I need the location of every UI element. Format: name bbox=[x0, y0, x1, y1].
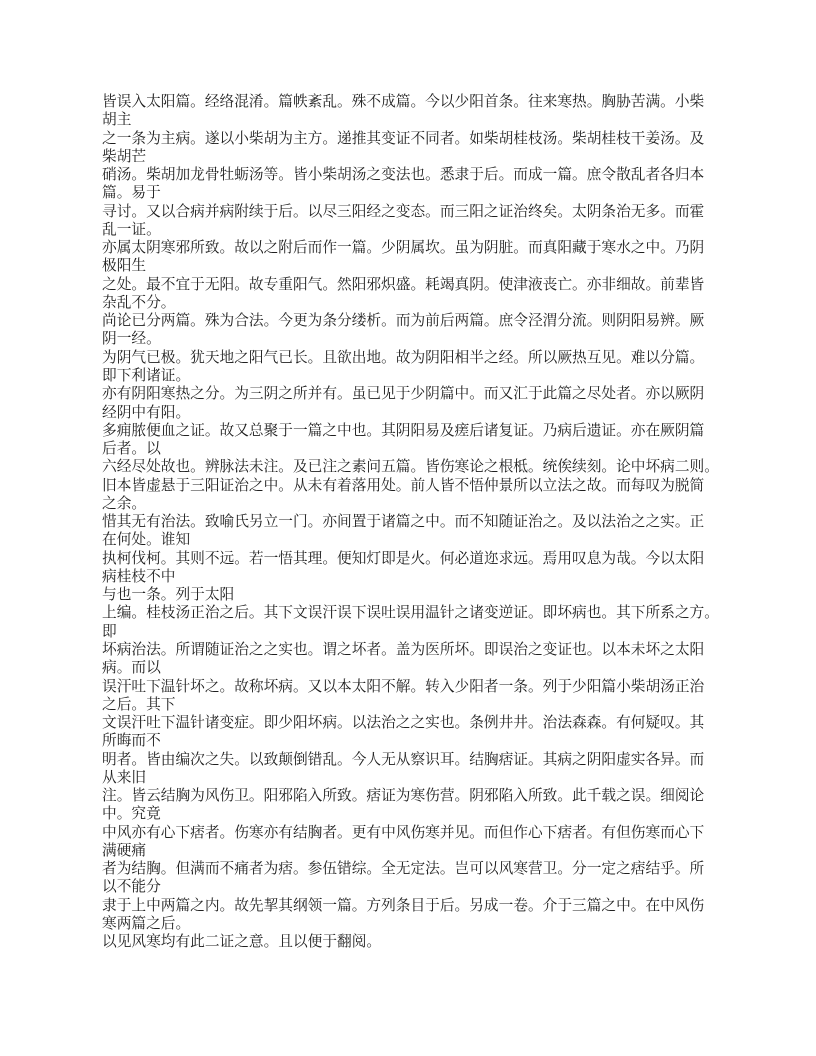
text-line: 明者。皆由编次之失。以致颠倒错乱。今人无从察识耳。结胸痞证。其病之阴阳虚实各异。而 bbox=[102, 750, 705, 768]
text-line: 注。皆云结胸为风伤卫。阳邪陷入所致。痞证为寒伤营。阴邪陷入所致。此千载之误。细阅论 bbox=[102, 787, 705, 805]
text-line: 硝汤。柴胡加龙骨牡蛎汤等。皆小柴胡汤之变法也。悉隶于后。而成一篇。庶令散乱者各归本 bbox=[102, 166, 705, 184]
text-line: 皆误入太阳篇。经络混淆。篇帙紊乱。殊不成篇。今以少阳首条。往来寒热。胸胁苦满。小柴 bbox=[102, 93, 705, 110]
document-text-block bbox=[102, 93, 738, 951]
text-line: 隶于上中两篇之内。故先挈其纲领一篇。方列条目于后。另成一卷。介于三篇之中。在中风伤 bbox=[102, 896, 705, 914]
text-line: 阴一经。 bbox=[102, 330, 161, 348]
text-line: 病桂枝不中 bbox=[102, 567, 176, 585]
text-line: 病。而以 bbox=[102, 659, 161, 677]
text-line: 所晦而不 bbox=[102, 732, 161, 750]
text-line: 即下利诸证。 bbox=[102, 366, 191, 384]
text-line: 柴胡芒 bbox=[102, 147, 147, 165]
text-line: 多痈脓便血之证。故又总聚于一篇之中也。其阴阳易及瘥后诸复证。乃病后遗证。亦在厥阴篇 bbox=[102, 421, 705, 439]
text-line: 即 bbox=[102, 622, 117, 640]
text-line: 极阳生 bbox=[102, 257, 147, 275]
text-line: 与也一条。列于太阳 bbox=[102, 586, 235, 604]
text-line: 文误汗吐下温针诸变症。即少阳坏病。以法治之之实也。条例井井。治法森森。有何疑叹。其 bbox=[102, 714, 705, 732]
text-line: 经阴中有阳。 bbox=[102, 403, 191, 421]
text-line: 之处。最不宜于无阳。故专重阳气。然阳邪炽盛。耗竭真阴。使津液丧亡。亦非细故。前辈皆 bbox=[102, 275, 705, 293]
text-line: 胡主 bbox=[102, 111, 132, 129]
text-line: 以不能分 bbox=[102, 878, 161, 896]
text-line: 之一条为主病。遂以小柴胡为主方。递推其变证不同者。如柴胡桂枝汤。柴胡桂枝干姜汤。及 bbox=[102, 129, 705, 147]
text-line: 后者。以 bbox=[102, 440, 161, 458]
text-line: 尚论已分两篇。殊为合法。今更为条分缕析。而为前后两篇。庶令泾渭分流。则阴阳易辨。厥 bbox=[102, 312, 705, 330]
text-line: 寻讨。又以合病并病附续于后。以尽三阳经之变态。而三阳之证治终矣。太阴条治无多。而霍 bbox=[102, 202, 705, 220]
text-line: 惜其无有治法。致喻氏另立一门。亦间置于诸篇之中。而不知随证治之。及以法治之之实。正 bbox=[102, 513, 705, 531]
text-line: 以见风寒均有此二证之意。且以便于翻阅。 bbox=[102, 933, 382, 951]
text-line: 从来旧 bbox=[102, 768, 147, 786]
text-line: 之后。其下 bbox=[102, 695, 176, 713]
text-line: 执柯伐柯。其则不远。若一悟其理。便知灯即是火。何必道迩求远。焉用叹息为哉。今以太阳 bbox=[102, 549, 705, 567]
text-line: 在何处。谁知 bbox=[102, 531, 191, 549]
text-line: 者为结胸。但满而不痛者为痞。参伍错综。全无定法。岂可以风寒营卫。分一定之痞结乎。所 bbox=[102, 860, 705, 878]
text-line: 六经尽处故也。辨脉法未注。及已注之素问五篇。皆伤寒论之根柢。统俟续刻。论中坏病二则。 bbox=[102, 458, 719, 476]
text-line: 乱一证。 bbox=[102, 220, 161, 238]
text-line: 之余。 bbox=[102, 494, 147, 512]
text-line: 旧本皆虚悬于三阳证治之中。从未有着落用处。前人皆不悟仲景所以立法之故。而每叹为脱简 bbox=[102, 476, 705, 494]
text-line: 为阴气已极。犹天地之阳气已长。且欲出地。故为阴阳相半之经。所以厥热互见。难以分篇。 bbox=[102, 348, 705, 366]
text-line: 中风亦有心下痞者。伤寒亦有结胸者。更有中风伤寒并见。而但作心下痞者。有但伤寒而心下 bbox=[102, 823, 705, 841]
text-line: 寒两篇之后。 bbox=[102, 914, 191, 932]
text-line: 误汗吐下温针坏之。故称坏病。又以本太阳不解。转入少阳者一条。列于少阳篇小柴胡汤正治 bbox=[102, 677, 705, 695]
text-line: 满硬痛 bbox=[102, 841, 147, 859]
text-line: 亦有阴阳寒热之分。为三阴之所并有。虽已见于少阴篇中。而又汇于此篇之尽处者。亦以厥阴 bbox=[102, 385, 705, 403]
text-line: 中。究竟 bbox=[102, 805, 161, 823]
text-line: 上编。桂枝汤正治之后。其下文误汗误下误吐误用温针之诸变逆证。即坏病也。其下所系之方。 bbox=[102, 604, 719, 622]
text-line: 杂乱不分。 bbox=[102, 293, 176, 311]
text-line: 篇。易于 bbox=[102, 184, 161, 202]
text-line: 亦属太阴寒邪所致。故以之附后而作一篇。少阴属坎。虽为阴脏。而真阳藏于寒水之中。乃阴 bbox=[102, 239, 705, 257]
text-line: 坏病治法。所谓随证治之之实也。谓之坏者。盖为医所坏。即误治之变证也。以本未坏之太阳 bbox=[102, 640, 705, 658]
